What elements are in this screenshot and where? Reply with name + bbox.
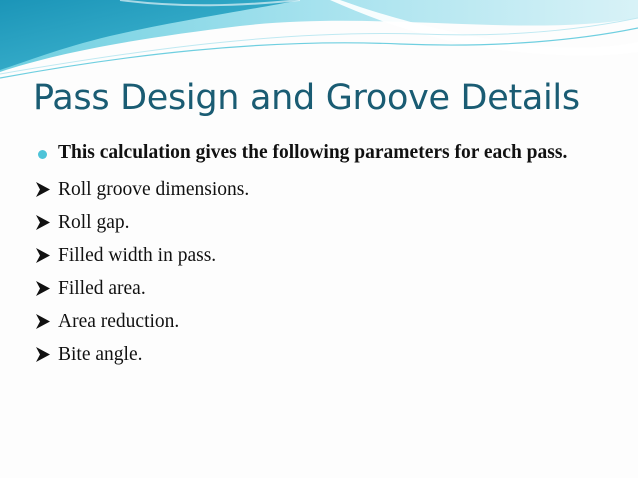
slide-body [36,140,616,371]
arrow-bullet-icon [36,182,50,197]
list-item-label: Roll groove dimensions. [58,179,250,200]
list-item [36,272,616,305]
list-item [36,206,616,239]
list-item-label: Filled area. [58,278,146,299]
list-item [36,305,616,338]
list-item [36,338,616,371]
slide-title: Pass Design and Groove Details [33,78,580,118]
arrow-bullet-icon [36,347,50,362]
list-item [36,173,616,206]
list-item-label: Bite angle. [58,344,143,365]
list-item-label: Roll gap. [58,212,130,233]
arrow-bullet-icon [36,215,50,230]
arrow-bullet-icon [36,281,50,296]
intro-bullet [36,140,616,165]
circle-bullet-icon [38,150,47,159]
list-item-label: Area reduction. [58,311,180,332]
intro-text: This calculation gives the following parameters for each pass. [58,142,568,163]
list-item [36,239,616,272]
wave-header-decoration [0,0,638,90]
arrow-bullet-icon [36,314,50,329]
arrow-bullet-icon [36,248,50,263]
list-item-label: Filled width in pass. [58,245,217,266]
